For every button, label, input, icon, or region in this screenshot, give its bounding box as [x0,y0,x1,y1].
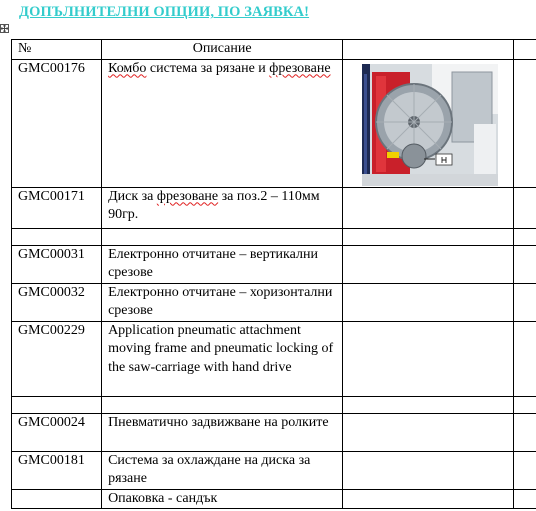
item-code: GMC00031 [12,245,102,283]
extra-cell [514,283,536,321]
header-image-cell [343,40,514,60]
description-text: за поз.2 – 110мм 90гр. [108,188,320,222]
empty-cell [514,396,536,413]
table-move-handle-icon[interactable] [0,24,9,33]
extra-cell [514,321,536,396]
spacer-row [12,396,536,413]
extra-cell [514,187,536,228]
item-code: GMC00171 [12,187,102,228]
extra-cell [514,489,536,509]
header-description: Описание [102,40,343,60]
item-description: Електронно отчитане – вертикални срезове [102,245,343,283]
options-table [11,39,536,509]
misspelled-word[interactable]: фрезоване [269,60,331,76]
description-text: Диск за [108,188,157,204]
item-description: Опаковка - сандък [102,489,343,509]
table-row [12,451,536,489]
misspelled-word[interactable]: Комбо [108,60,147,76]
description-text: система за рязане и [146,60,270,76]
item-code: GMC00181 [12,451,102,489]
item-image-cell [343,59,514,187]
item-description: Система за охлаждане на диска за рязане [102,451,343,489]
item-description [102,187,343,228]
empty-cell [343,396,514,413]
empty-cell [12,396,102,413]
item-image-cell [343,187,514,228]
empty-cell [102,228,343,245]
extra-cell [514,413,536,451]
extra-cell [514,451,536,489]
item-code: GMC00032 [12,283,102,321]
table-row [12,321,536,396]
item-description: Пневматично задвижване на ролките [102,413,343,451]
item-image-cell [343,321,514,396]
item-description: Електронно отчитане – хоризонтални срезове [102,283,343,321]
table-row [12,283,536,321]
table-row [12,59,536,187]
empty-cell [343,228,514,245]
item-image-cell [343,451,514,489]
misspelled-word[interactable]: фрезоване [156,188,219,204]
item-code: GMC00024 [12,413,102,451]
table-row [12,245,536,283]
item-image-cell [343,283,514,321]
table-header-row [12,40,536,60]
empty-cell [102,396,343,413]
item-image-cell [343,245,514,283]
saw-blade-photo [362,64,498,186]
section-heading: ДОПЪЛНИТЕЛНИ ОПЦИИ, ПО ЗАЯВКА! [19,4,310,20]
item-description: Application pneumatic attachment moving frame and pneumatic locking of the saw-carriage with hand drive [102,321,343,396]
empty-cell [514,228,536,245]
item-description [102,59,343,187]
table-row [12,489,536,509]
header-extra-cell [514,40,536,60]
spacer-row [12,228,536,245]
item-code [12,489,102,509]
item-image-cell [343,489,514,509]
extra-cell [514,59,536,187]
header-number: № [12,40,102,60]
item-code: GMC00229 [12,321,102,396]
table-row [12,413,536,451]
item-image-cell [343,413,514,451]
item-code: GMC00176 [12,59,102,187]
empty-cell [12,228,102,245]
table-row [12,187,536,228]
extra-cell [514,245,536,283]
